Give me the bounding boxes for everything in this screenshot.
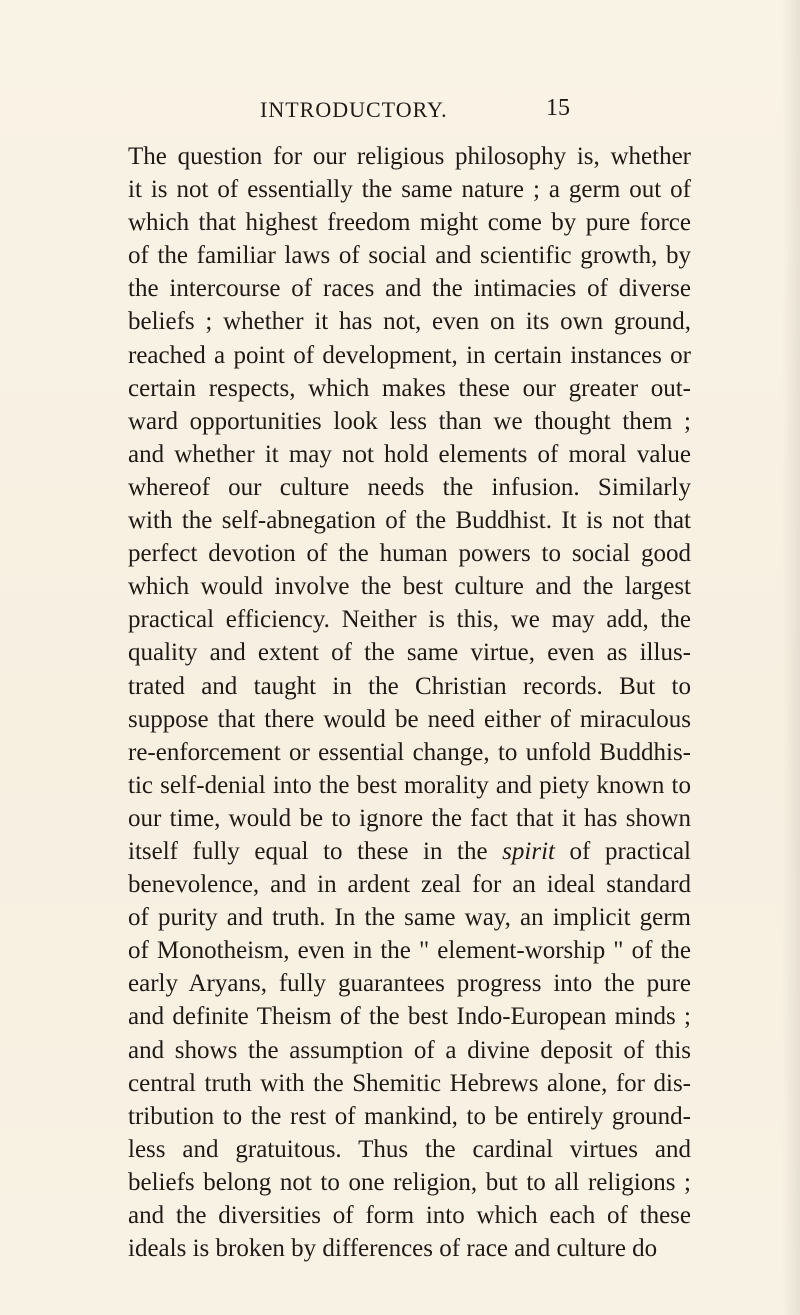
text-run: of practical — [554, 837, 691, 865]
text-line: less and gratuitous. Thus the cardinal virtues and — [128, 1135, 691, 1163]
text-run: itself fully equal to these in the — [128, 837, 503, 865]
text-line: of the familiar laws of social and scientific growth, by — [128, 242, 691, 270]
text-line: practical efficiency. Neither is this, we may add, the — [128, 606, 691, 634]
text-line: benevolence, and in ardent zeal for an ideal standard — [128, 871, 691, 899]
text-line: suppose that there would be need either of miraculous — [128, 705, 691, 733]
text-line: of Monotheism, even in the " element-worship " of the — [128, 937, 691, 965]
running-head — [240, 97, 570, 125]
running-title: INTRODUCTORY. — [260, 97, 448, 122]
text-line: central truth with the Shemitic Hebrews alone, for dis- — [128, 1069, 691, 1097]
text-line: reached a point of development, in certain instances or — [128, 341, 691, 369]
text-line: certain respects, which makes these our greater out- — [128, 374, 691, 402]
text-line: perfect devotion of the human powers to social good — [128, 540, 691, 568]
text-line: The question for our religious philosophy is, whether — [128, 143, 691, 170]
text-line: early Aryans, fully guarantees progress into the pure — [128, 970, 691, 998]
body-text — [128, 140, 691, 1265]
text-line: ideals is broken by differences of race and culture do — [128, 1235, 658, 1263]
text-line-with-emphasis — [128, 835, 691, 868]
text-line: and the diversities of form into which each of these — [128, 1202, 691, 1229]
text-line: ward opportunities look less than we thought them ; — [128, 407, 691, 435]
text-line: the intercourse of races and the intimacies of diverse — [128, 275, 691, 303]
page-number: 15 — [546, 95, 570, 121]
text-line: which that highest freedom might come by pure force — [128, 209, 691, 237]
text-line: and shows the assumption of a divine deposit of this — [128, 1036, 691, 1064]
text-line: and whether it may not hold elements of moral value — [128, 440, 691, 468]
text-line: it is not of essentially the same nature ; a germ out of — [128, 176, 691, 204]
text-line: re-enforcement or essential change, to unfold Buddhis- — [128, 738, 691, 766]
text-line: beliefs ; whether it has not, even on its own ground, — [128, 308, 691, 336]
text-line: tic self-denial into the best morality and piety known to — [128, 771, 691, 799]
text-line: with the self-abnegation of the Buddhist. It is not that — [128, 507, 691, 535]
text-line: of purity and truth. In the same way, an implicit germ — [128, 904, 691, 932]
text-line: which would involve the best culture and the largest — [128, 573, 691, 601]
text-line: beliefs belong not to one religion, but to all religions ; — [128, 1168, 691, 1196]
text-line: whereof our culture needs the infusion. Similarly — [128, 473, 691, 501]
emphasized-word: spirit — [502, 837, 555, 865]
text-line: trated and taught in the Christian records. But to — [128, 672, 691, 700]
page-edge-shadow — [782, 0, 800, 1315]
text-line: tribution to the rest of mankind, to be entirely ground- — [128, 1102, 691, 1130]
text-line: quality and extent of the same virtue, even as illus- — [128, 639, 691, 667]
text-line: our time, would be to ignore the fact that it has shown — [128, 804, 691, 832]
text-line: and definite Theism of the best Indo-European minds ; — [128, 1003, 691, 1031]
